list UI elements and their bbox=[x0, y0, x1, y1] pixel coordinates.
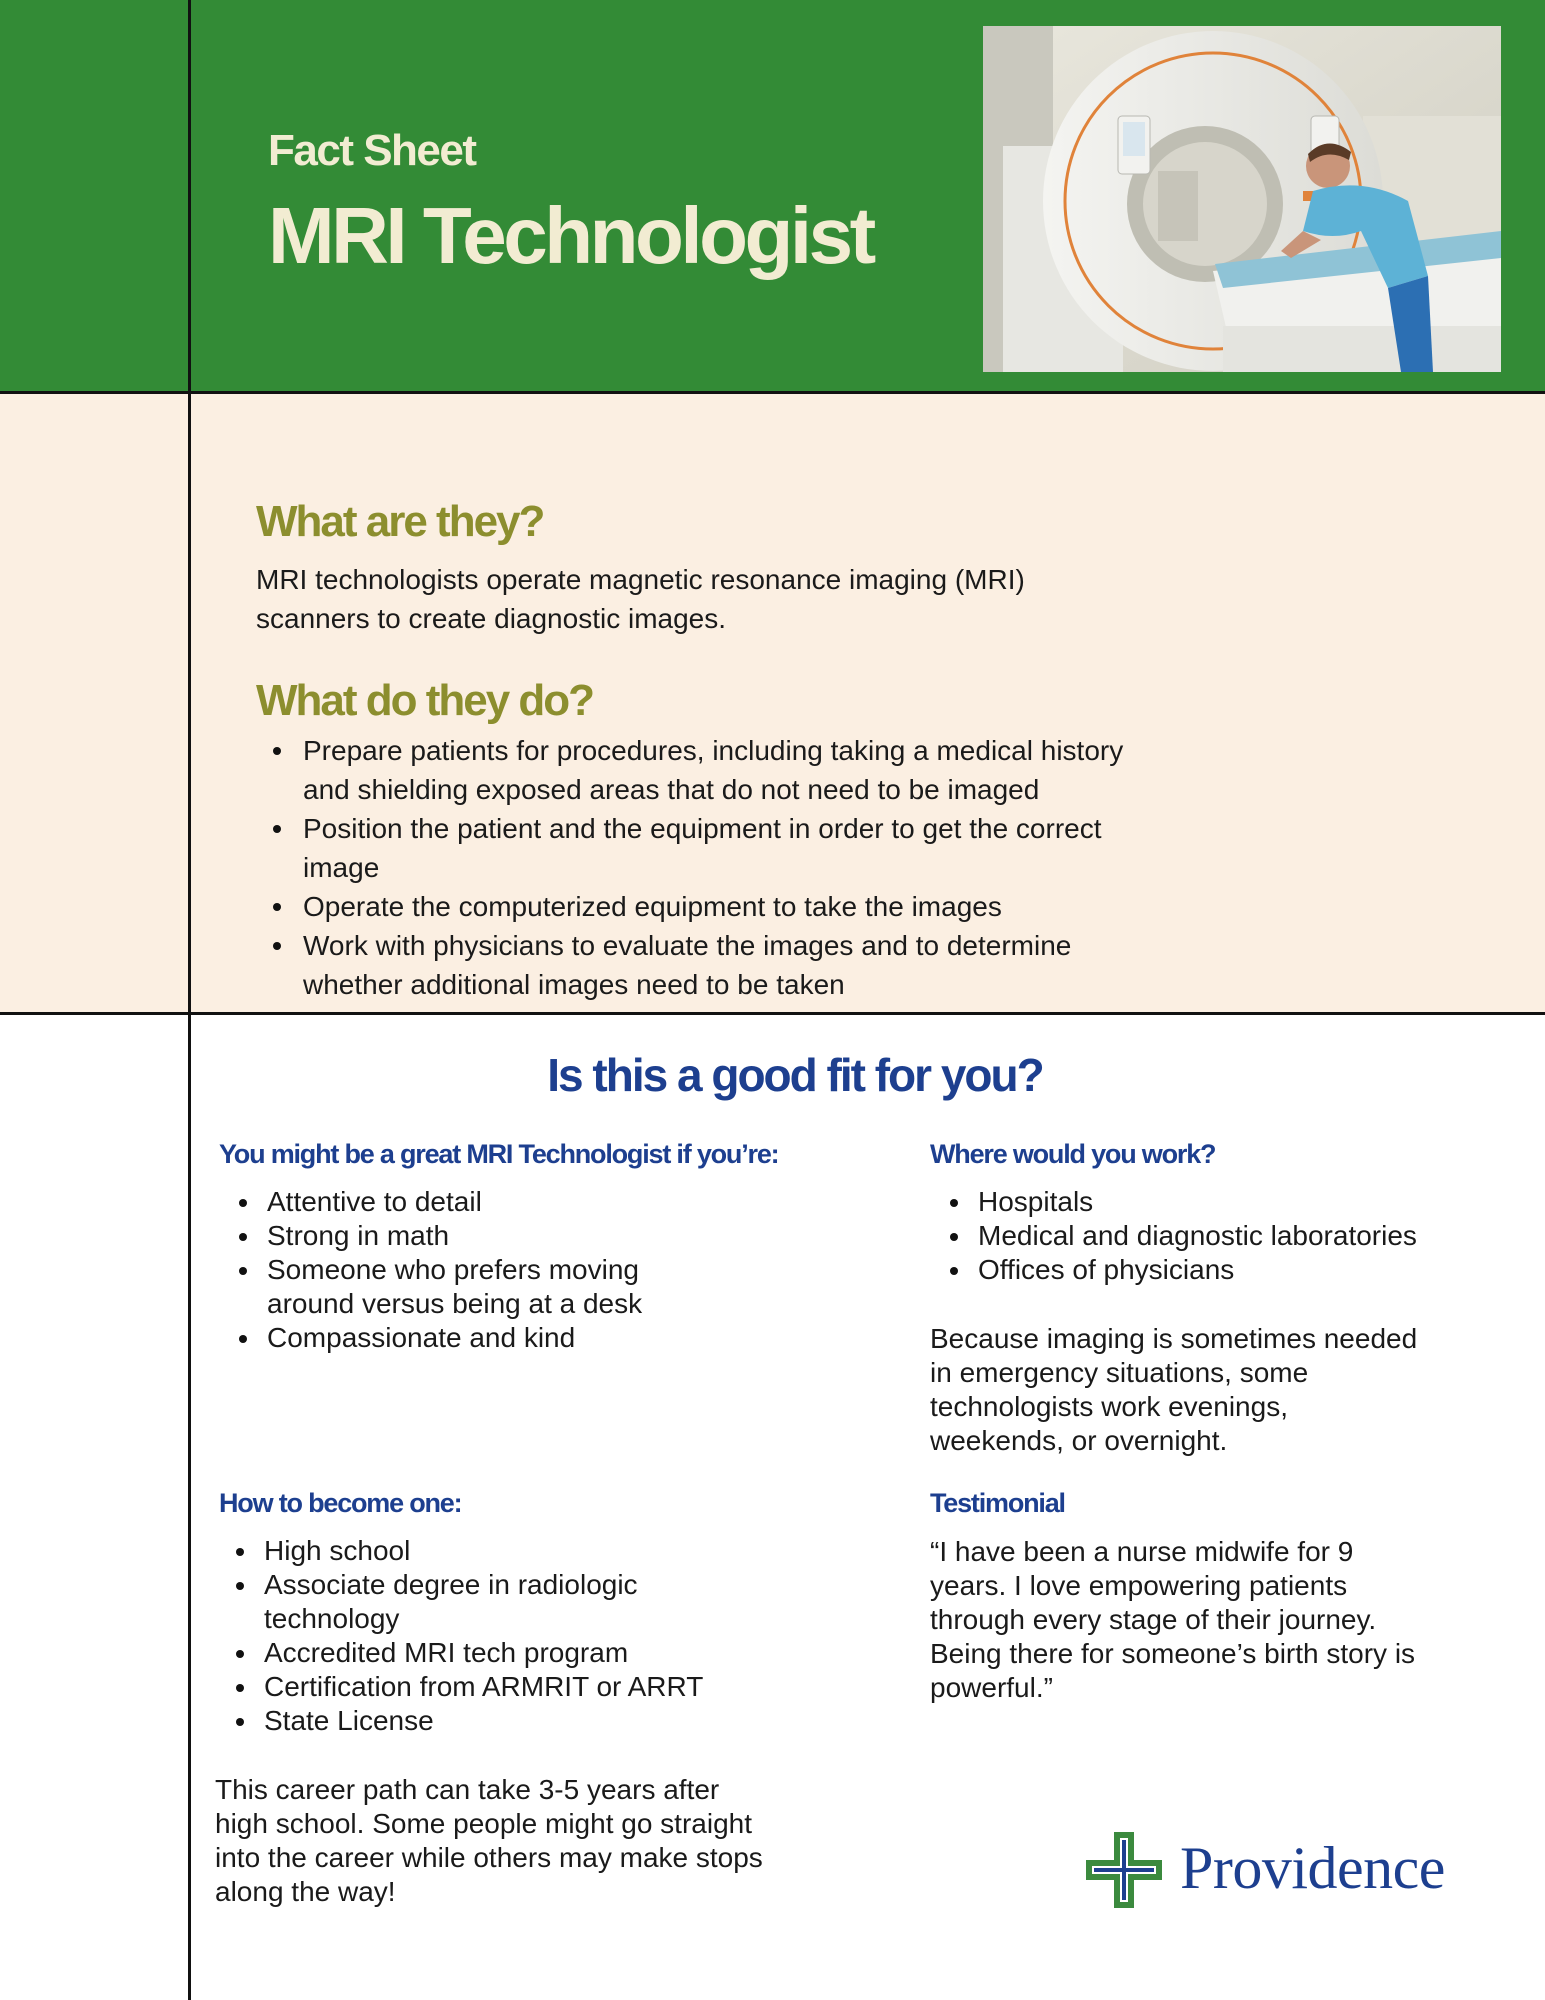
list-item: Certification from ARMRIT or ARRT bbox=[218, 1670, 703, 1704]
where-heading: Where would you work? bbox=[930, 1139, 1216, 1169]
list-item: Attentive to detail bbox=[221, 1185, 642, 1219]
list-item: Someone who prefers moving around versus being at a desk bbox=[221, 1253, 642, 1321]
list-item: Hospitals bbox=[932, 1185, 1417, 1219]
duties-list bbox=[256, 731, 1123, 1004]
what-are-they-line: scanners to create diagnostic images. bbox=[256, 603, 727, 634]
what-do-they-do-heading: What do they do? bbox=[256, 676, 594, 725]
list-item: Medical and diagnostic laboratories bbox=[932, 1219, 1417, 1253]
margin-rule bbox=[188, 0, 191, 2000]
list-item: Position the patient and the equipment in order to get the correct image bbox=[256, 809, 1123, 887]
list-item: Offices of physicians bbox=[932, 1253, 1417, 1287]
what-are-they-heading: What are they? bbox=[256, 497, 544, 546]
divider-top bbox=[0, 391, 1545, 394]
providence-logo bbox=[1086, 1832, 1506, 1912]
career-path-note: This career path can take 3-5 years after high school. Some people might go straight into the career while others may make stops along the way! bbox=[215, 1774, 763, 1907]
providence-cross-icon bbox=[1086, 1832, 1162, 1908]
good-fit-heading: Is this a good fit for you? bbox=[547, 1049, 1043, 1101]
education-list bbox=[218, 1534, 703, 1738]
list-item: State License bbox=[218, 1704, 703, 1738]
what-are-they-text bbox=[256, 560, 1025, 638]
logo-wordmark: Providence bbox=[1180, 1835, 1445, 1901]
list-item: Compassionate and kind bbox=[221, 1321, 642, 1355]
list-item: Operate the computerized equipment to take the images bbox=[256, 887, 1123, 926]
list-item: Associate degree in radiologic technology bbox=[218, 1568, 703, 1636]
list-item: Work with physicians to evaluate the images and to determine whether additional images need to be taken bbox=[256, 926, 1123, 1004]
mri-scanner-technologist-photo bbox=[983, 26, 1501, 372]
traits-list bbox=[221, 1185, 642, 1355]
page-title: MRI Technologist bbox=[268, 191, 873, 280]
testimonial-heading: Testimonial bbox=[930, 1488, 1065, 1518]
work-hours-note: Because imaging is sometimes needed in emergency situations, some technologists work evenings, weekends, or overnight. bbox=[930, 1323, 1418, 1456]
list-item: Prepare patients for procedures, including taking a medical history and shielding exposed areas that do not need to be imaged bbox=[256, 731, 1123, 809]
list-item: High school bbox=[218, 1534, 703, 1568]
testimonial-quote: “I have been a nurse midwife for 9 years. I love empowering patients through every stage of their journey. Being there for someone’s birth story is powerful.” bbox=[930, 1536, 1416, 1703]
what-are-they-line: MRI technologists operate magnetic resonance imaging (MRI) bbox=[256, 564, 1025, 595]
workplaces-list bbox=[932, 1185, 1417, 1287]
eyebrow-label: Fact Sheet bbox=[268, 126, 476, 175]
divider-middle bbox=[0, 1012, 1545, 1015]
list-item: Strong in math bbox=[221, 1219, 642, 1253]
how-heading: How to become one: bbox=[219, 1488, 462, 1518]
list-item: Accredited MRI tech program bbox=[218, 1636, 703, 1670]
traits-heading: You might be a great MRI Technologist if you’re: bbox=[219, 1139, 779, 1169]
